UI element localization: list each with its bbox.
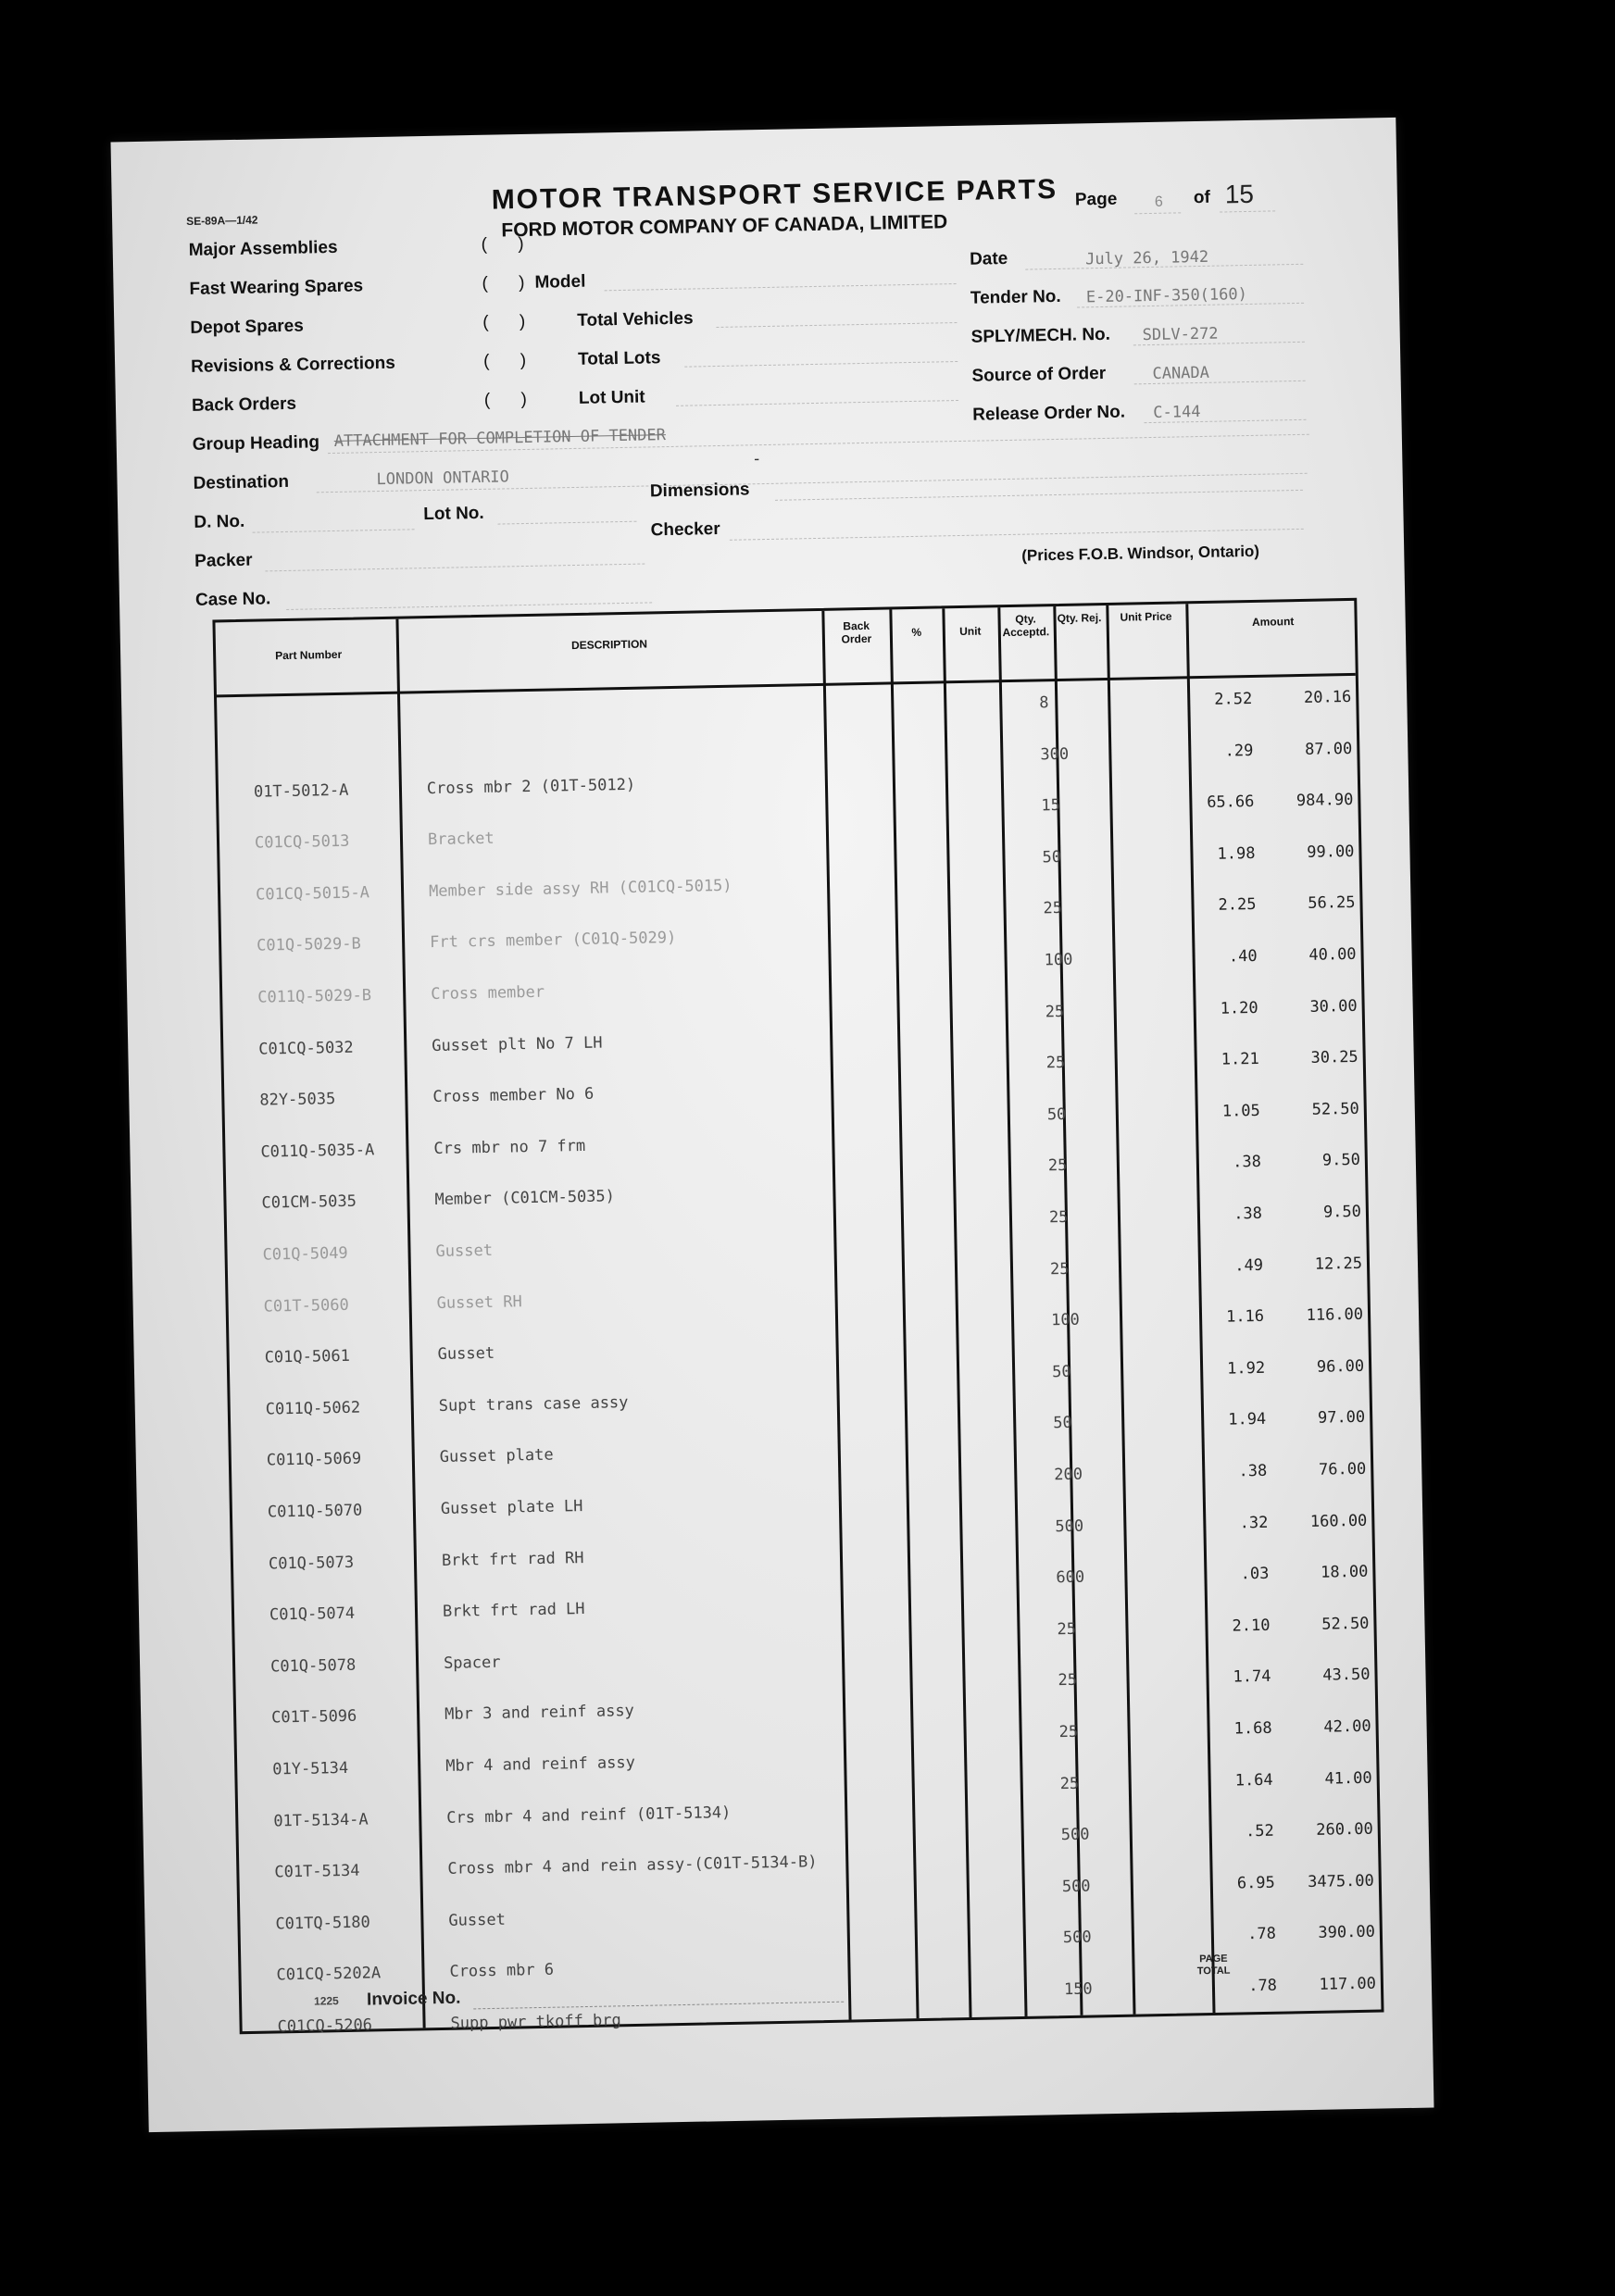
amount-cell: 87.00	[1304, 739, 1353, 759]
qty-accepted-cell: 25	[1059, 1774, 1080, 1793]
part-number-cell: C01Q-5078	[269, 1655, 357, 1677]
qty-accepted-cell: 600	[1056, 1567, 1085, 1588]
amount-cell: 99.00	[1307, 842, 1355, 862]
part-number-cell: C01T-5060	[263, 1295, 349, 1316]
unit-price-cell: 2.10	[1232, 1616, 1271, 1636]
unit-price-cell: .38	[1238, 1461, 1268, 1481]
amount-cell: 52.50	[1321, 1614, 1370, 1634]
description-cell: Frt crs member (C01Q-5029)	[429, 929, 677, 953]
unit-price-cell: 2.52	[1214, 689, 1253, 709]
page-total-label: PAGE TOTAL	[1196, 1953, 1231, 1978]
source-of-order-value: CANADA	[1152, 363, 1210, 383]
qty-accepted-cell: 200	[1054, 1465, 1083, 1485]
qty-accepted-cell: 25	[1049, 1259, 1070, 1279]
unit-price-cell: 1.92	[1227, 1358, 1266, 1379]
part-number-cell: C01T-5096	[271, 1707, 357, 1728]
part-number-cell: C01T-5134	[274, 1861, 360, 1882]
qty-accepted-cell: 25	[1045, 1002, 1065, 1021]
header-back-order: Back Order	[841, 618, 872, 646]
qty-accepted-cell: 25	[1058, 1722, 1079, 1742]
qty-accepted-cell: 25	[1047, 1156, 1068, 1176]
part-number-cell: C01CQ-5032	[258, 1038, 354, 1059]
page-of-label: of	[1193, 187, 1210, 208]
d-no-label: D. No.	[194, 511, 245, 532]
description-cell: Gusset	[448, 1910, 507, 1930]
description-cell: Mbr 3 and reinf assy	[444, 1702, 635, 1725]
description-cell: Member side assy RH (C01CQ-5015)	[428, 876, 732, 901]
amount-cell: 30.25	[1310, 1048, 1358, 1068]
form-code: SE-89A—1/42	[186, 213, 258, 228]
part-number-cell: C01CQ-5013	[254, 831, 350, 853]
checker-label: Checker	[650, 518, 720, 541]
model-label: Model	[534, 271, 586, 293]
destination-label: Destination	[193, 471, 290, 493]
description-cell: Gusset plate LH	[440, 1497, 583, 1518]
part-number-cell: C01Q-5029-B	[257, 934, 361, 956]
unit-price-cell: .38	[1233, 1204, 1263, 1224]
amount-cell: 3475.00	[1307, 1871, 1374, 1891]
unit-price-cell: 1.94	[1228, 1410, 1267, 1429]
qty-accepted-cell: 500	[1060, 1825, 1090, 1845]
form-title: MOTOR TRANSPORT SERVICE PARTS	[491, 173, 1058, 216]
checkbox-fast-wearing[interactable]: ( )	[482, 272, 538, 293]
amount-cell: 43.50	[1322, 1666, 1371, 1686]
description-cell: Cross mbr 2 (01T-5012)	[426, 775, 636, 798]
service-parts-form	[110, 118, 1433, 2132]
qty-accepted-cell: 100	[1044, 950, 1073, 970]
description-cell: Cross mbr 6	[449, 1961, 555, 1982]
description-cell: Crs mbr no 7 frm	[433, 1136, 586, 1158]
unit-price-cell: 1.16	[1225, 1307, 1265, 1327]
qty-accepted-cell: 100	[1050, 1310, 1081, 1330]
qty-accepted-cell: 50	[1053, 1414, 1072, 1433]
amount-cell: 18.00	[1321, 1562, 1369, 1582]
amount-cell: 41.00	[1324, 1768, 1372, 1789]
part-number-cell: C01Q-5074	[269, 1603, 356, 1625]
header-percent: %	[911, 625, 922, 640]
amount-cell: 160.00	[1309, 1511, 1368, 1531]
amount-cell: 76.00	[1318, 1459, 1367, 1479]
header-qty-rej: Qty. Rej.	[1057, 611, 1102, 625]
unit-price-cell: 1.05	[1221, 1101, 1260, 1121]
unit-price-cell: .29	[1224, 741, 1254, 761]
unit-price-cell: 1.20	[1220, 998, 1258, 1018]
part-number-cell: C01CQ-5202A	[276, 1964, 382, 1985]
checkbox-depot-spares[interactable]: ( )	[482, 311, 539, 332]
amount-cell: 40.00	[1308, 944, 1357, 965]
total-lots-label: Total Lots	[577, 348, 661, 369]
sply-mech-value: SDLV-272	[1142, 324, 1219, 345]
unit-price-cell: 6.95	[1236, 1873, 1276, 1893]
date-label: Date	[969, 248, 1008, 269]
part-number-cell: C01TQ-5180	[275, 1913, 371, 1934]
part-number-cell: C01Q-5073	[268, 1553, 355, 1574]
description-cell: Gusset plt No 7 LH	[432, 1033, 603, 1055]
lot-no-label: Lot No.	[423, 503, 484, 525]
destination-value: LONDON ONTARIO	[376, 468, 510, 490]
description-cell: Brkt frt rad RH	[441, 1548, 584, 1570]
total-vehicles-label: Total Vehicles	[577, 308, 694, 331]
unit-price-cell: .49	[1234, 1255, 1264, 1276]
part-number-cell: 01Y-5134	[272, 1758, 349, 1779]
company-name: FORD MOTOR COMPANY OF CANADA, LIMITED	[501, 211, 948, 242]
part-number-cell: 82Y-5035	[259, 1090, 336, 1110]
prices-note: (Prices F.O.B. Windsor, Ontario)	[1021, 542, 1260, 565]
qty-accepted-cell: 25	[1043, 899, 1063, 918]
part-number-cell: C01CM-5035	[261, 1192, 357, 1213]
amount-cell: 30.00	[1309, 996, 1358, 1017]
group-heading-label: Group Heading	[192, 432, 320, 455]
amount-cell: 390.00	[1318, 1923, 1376, 1943]
amount-cell: 52.50	[1311, 1099, 1359, 1119]
unit-price-cell: .78	[1248, 1976, 1278, 1996]
amount-cell: 56.25	[1308, 893, 1356, 914]
part-number-cell: C01CQ-5206	[277, 2015, 373, 2037]
packer-label: Packer	[194, 550, 253, 571]
part-number-cell: 01T-5134-A	[273, 1810, 369, 1831]
part-number-cell: C011Q-5070	[267, 1501, 363, 1522]
qty-accepted-cell: 25	[1048, 1207, 1069, 1228]
qty-accepted-cell: 500	[1062, 1928, 1092, 1948]
category-depot-spares: Depot Spares	[190, 316, 305, 338]
qty-accepted-cell: 25	[1045, 1054, 1066, 1073]
amount-cell: 97.00	[1317, 1408, 1366, 1429]
amount-cell: 96.00	[1316, 1356, 1365, 1377]
description-cell: Gusset	[437, 1343, 495, 1365]
description-cell: Member (C01CM-5035)	[434, 1187, 616, 1210]
description-cell: Bracket	[427, 829, 495, 850]
amount-cell: 9.50	[1321, 1151, 1361, 1170]
description-cell: Gusset plate	[439, 1445, 554, 1467]
qty-accepted-cell: 50	[1046, 1104, 1067, 1125]
checkbox-revisions[interactable]: ( )	[482, 350, 540, 371]
amount-cell: 116.00	[1306, 1304, 1364, 1326]
description-cell: Supt trans case assy	[438, 1392, 629, 1416]
amount-cell: 984.90	[1296, 791, 1354, 811]
unit-price-cell: 1.68	[1233, 1718, 1272, 1739]
amount-cell: 260.00	[1316, 1819, 1373, 1841]
part-number-cell: C011Q-5029-B	[257, 986, 372, 1007]
checkbox-back-orders[interactable]: ( )	[483, 389, 541, 410]
qty-accepted-cell: 50	[1042, 847, 1062, 867]
checkbox-major-assemblies[interactable]: ( )	[481, 233, 537, 255]
unit-price-cell: .78	[1246, 1925, 1277, 1944]
part-number-cell: C011Q-5062	[265, 1398, 361, 1419]
source-of-order-label: Source of Order	[971, 363, 1107, 386]
unit-price-cell: 65.66	[1207, 792, 1255, 813]
header-description: DESCRIPTION	[570, 637, 648, 653]
group-heading-value: ATTACHMENT FOR COMPLETION OF TENDER	[333, 426, 667, 451]
header-amount: Amount	[1251, 615, 1295, 629]
qty-accepted-cell: 50	[1051, 1362, 1071, 1382]
unit-price-cell: .52	[1245, 1821, 1274, 1841]
tick-mark: -	[753, 449, 760, 468]
dimensions-label: Dimensions	[649, 480, 750, 502]
sply-mech-label: SPLY/MECH. No.	[970, 324, 1111, 347]
page-total: 15	[1224, 179, 1255, 209]
amount-cell: 117.00	[1319, 1974, 1377, 1994]
parts-table	[212, 598, 1383, 2037]
unit-price-cell: 1.21	[1221, 1050, 1259, 1069]
unit-price-cell: .38	[1232, 1153, 1262, 1172]
category-fast-wearing: Fast Wearing Spares	[189, 276, 364, 299]
case-no-label: Case No.	[194, 589, 271, 610]
amount-cell: 9.50	[1322, 1202, 1362, 1222]
description-cell: Mbr 4 and reinf assy	[445, 1753, 636, 1776]
part-number-cell: C01Q-5049	[262, 1243, 348, 1265]
qty-accepted-cell: 300	[1040, 744, 1070, 764]
qty-accepted-cell: 500	[1061, 1877, 1091, 1896]
unit-price-cell: .32	[1239, 1513, 1269, 1532]
description-cell: Gusset RH	[436, 1292, 522, 1313]
amount-cell: 12.25	[1314, 1254, 1363, 1274]
description-cell: Supp pwr tkoff brg	[450, 2011, 621, 2033]
qty-accepted-cell: 500	[1055, 1516, 1084, 1536]
unit-price-cell: .03	[1240, 1564, 1270, 1584]
description-cell: Brkt frt rad LH	[442, 1600, 585, 1622]
unit-price-cell: 1.64	[1234, 1770, 1273, 1791]
category-back-orders: Back Orders	[191, 393, 297, 416]
qty-accepted-cell: 15	[1041, 796, 1061, 816]
qty-accepted-cell: 150	[1063, 1979, 1093, 2000]
description-cell: Spacer	[443, 1653, 501, 1673]
amount-cell: 20.16	[1303, 687, 1352, 707]
tender-value: E-20-INF-350(160)	[1085, 284, 1248, 307]
part-number-cell: C01CQ-5015-A	[255, 883, 370, 905]
header-qty-accepted: Qty. Acceptd.	[1002, 612, 1050, 640]
header-unit: Unit	[958, 624, 982, 639]
part-number-cell: C01Q-5061	[264, 1346, 351, 1367]
description-cell: Crs mbr 4 and reinf (01T-5134)	[446, 1803, 732, 1828]
unit-price-cell: 1.98	[1217, 843, 1256, 864]
release-order-value: C-144	[1153, 402, 1201, 422]
invoice-prefix: 1225	[313, 1994, 339, 2008]
page-label: Page	[1074, 189, 1118, 210]
description-cell: Cross member	[431, 982, 545, 1004]
header-unit-price: Unit Price	[1120, 609, 1172, 624]
description-cell: Cross mbr 4 and rein assy-(C01T-5134-B)	[447, 1853, 818, 1879]
date-value: July 26, 1942	[1084, 247, 1209, 269]
category-revisions: Revisions & Corrections	[190, 353, 396, 377]
lot-unit-label: Lot Unit	[578, 387, 645, 408]
qty-accepted-cell: 8	[1039, 693, 1049, 713]
header-part-number: Part Number	[275, 647, 343, 663]
part-number-cell: C011Q-5069	[266, 1449, 362, 1470]
description-cell: Cross member No 6	[432, 1084, 595, 1107]
unit-price-cell: .40	[1228, 946, 1258, 967]
part-number-cell: C011Q-5035-A	[260, 1141, 375, 1162]
tender-label: Tender No.	[970, 286, 1061, 308]
release-order-label: Release Order No.	[972, 402, 1126, 425]
amount-cell: 42.00	[1323, 1716, 1371, 1737]
page-current: 6	[1154, 193, 1164, 210]
unit-price-cell: 1.74	[1233, 1667, 1271, 1687]
qty-accepted-cell: 25	[1057, 1619, 1077, 1639]
category-major-assemblies: Major Assemblies	[188, 237, 338, 260]
invoice-label: Invoice No.	[366, 1988, 461, 2010]
unit-price-cell: 2.25	[1218, 895, 1257, 916]
description-cell: Gusset	[435, 1241, 494, 1262]
qty-accepted-cell: 25	[1058, 1671, 1078, 1691]
part-number-cell: 01T-5012-A	[253, 780, 349, 802]
